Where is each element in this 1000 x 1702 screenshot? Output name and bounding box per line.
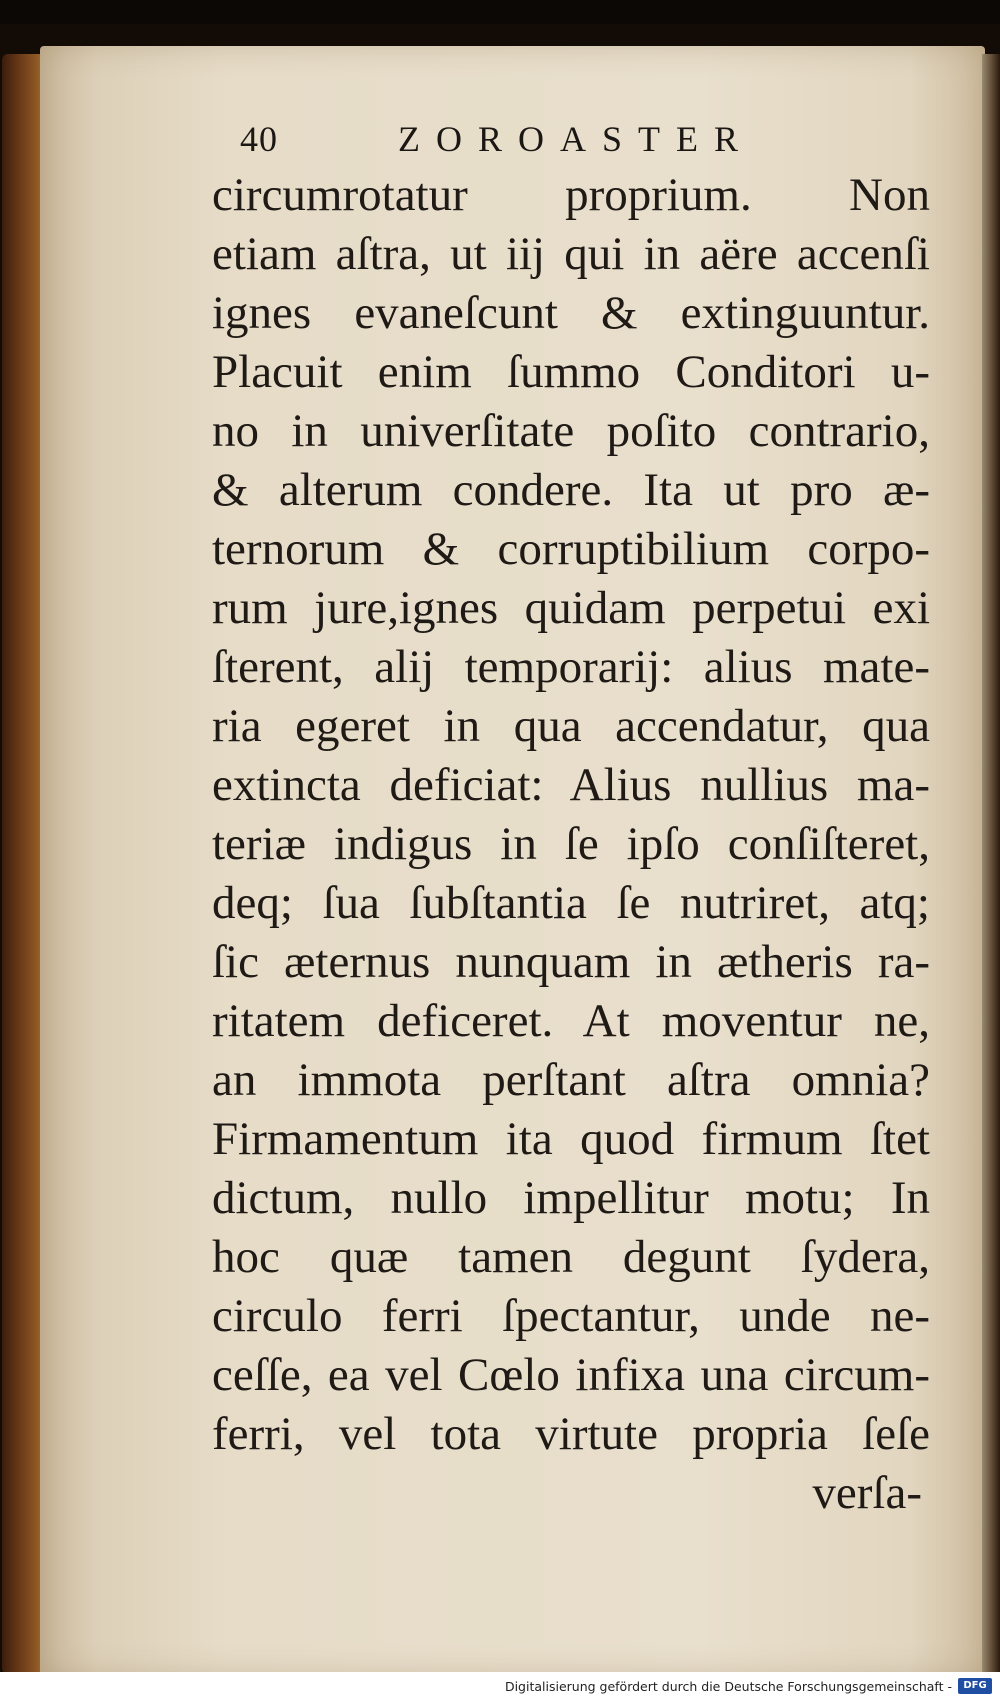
text-line: extincta deficiat: Alius nullius ma- [212,759,930,811]
text-line: Placuit enim ſummo Conditori u- [212,346,930,398]
catchword: verſa- [812,1467,922,1519]
text-line: teriæ indigus in ſe ipſo conſiſteret, [212,818,930,870]
page-header [240,118,800,162]
text-line: dictum, nullo impellitur motu; In [212,1172,930,1224]
text-line: ſic æternus nunquam in ætheris ra- [212,936,930,988]
text-line: hoc quæ tamen degunt ſydera, [212,1231,930,1283]
dfg-logo: DFG [958,1678,992,1694]
page-right-edge [982,54,1000,1674]
text-line: ria egeret in qua accendatur, qua [212,700,930,752]
text-line: circumrotatur proprium. Non [212,169,930,221]
text-line: an immota perſtant aſtra omnia? [212,1054,930,1106]
running-head: ZOROASTER [398,119,755,159]
text-line: ſterent, alĳ temporarĳ: alius mate- [212,641,930,693]
text-line: & alterum condere. Ita ut pro æ- [212,464,930,516]
digitization-footer [0,1672,1000,1702]
text-line: no in univerſitate poſito contrario, [212,405,930,457]
text-line: circulo ferri ſpectantur, unde ne- [212,1290,930,1342]
text-line: ternorum & corruptibilium corpo- [212,523,930,575]
funding-credit: Digitalisierung gefördert durch die Deutsche Forschungsgemeinschaft - [504,1679,952,1694]
text-line: ritatem deficeret. At moventur ne, [212,995,930,1047]
text-line: ceſſe, ea vel Cœlo infixa una circum- [212,1349,930,1401]
text-line: deq; ſua ſubſtantia ſe nutriret, atq; [212,877,930,929]
text-line: etiam aſtra, ut iĳ qui in aëre accenſi [212,228,930,280]
text-line: ignes evaneſcunt & extinguuntur. [212,287,930,339]
text-line: rum jure,ignes quidam perpetui exi [212,582,930,634]
body-text [212,166,930,1523]
page-number: 40 [240,119,278,159]
text-line: ferri, vel tota virtute propria ſeſe [212,1408,930,1460]
text-line: Firmamentum ita quod firmum ſtet [212,1113,930,1165]
